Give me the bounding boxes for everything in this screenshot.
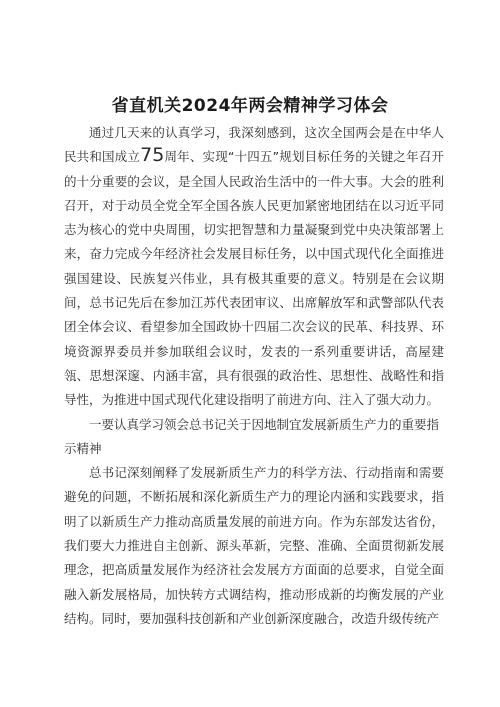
section-heading: 一要认真学习领会总书记关于因地制宜发展新质生产力的重要指示精神	[64, 416, 440, 456]
paragraph-intro-text-start: 通过几天来的认真学习，我深刻感到，这次全国两会是在中华人民共和国成立	[64, 125, 444, 165]
document-title: 省直机关2024年两会精神学习体会	[111, 96, 389, 116]
paragraph-new-productivity: 总书记深刻阐释了发展新质生产力的科学方法、行动指南和需要避免的问题，不断拓展和深化新质生产力的理论内涵和实践要求，指明了以新质生产力推动高质量发展的前进方向。作为东部发达省份，我们要大力推进自主创新、源头革新，完整、准确、全面贯彻新发展理念，把高质量发展作为经济社会发展方方面面的总要求，自觉全面融入新发展格局，加快转方式调结构，推动形成新的均衡发展的产业结构。同时，要加强科技创新和产业创新深度融合，改造升级传统产	[64, 465, 444, 626]
document-body	[64, 121, 444, 631]
anniversary-number: 75	[140, 144, 165, 167]
paragraph-intro-text-end: 周年、实现“十四五”规划目标任务的关键之年召开的十分重要的会议，是全国人民政治生活中的一件大事。大会的胜利召开，对于动员全党全军全国各族人民更加紧密地团结在以习近平同志为核心的党中央周围，切实把智慧和力量凝聚到党中央决策部署上来，奋力完成今年经济社会发展目标任务，以中国式现代化全面推进强国建设、民族复兴伟业，具有极其重要的意义。特别是在会议期间，总书记先后在参加江苏代表团审议、出席解放军和武警部队代表团全体会议、看望参加全国政协十四届二次会议的民革、科技界、环境资源界委员并参加联组会议时，发表的一系列重要讲话，高屋建瓴、思想深邃、内涵丰富，具有很强的政治性、思想性、战略性和指导性，为推进中国式现代化建设指明了前进方向、注入了强大动力。	[64, 149, 444, 408]
paragraph-intro	[64, 121, 444, 413]
